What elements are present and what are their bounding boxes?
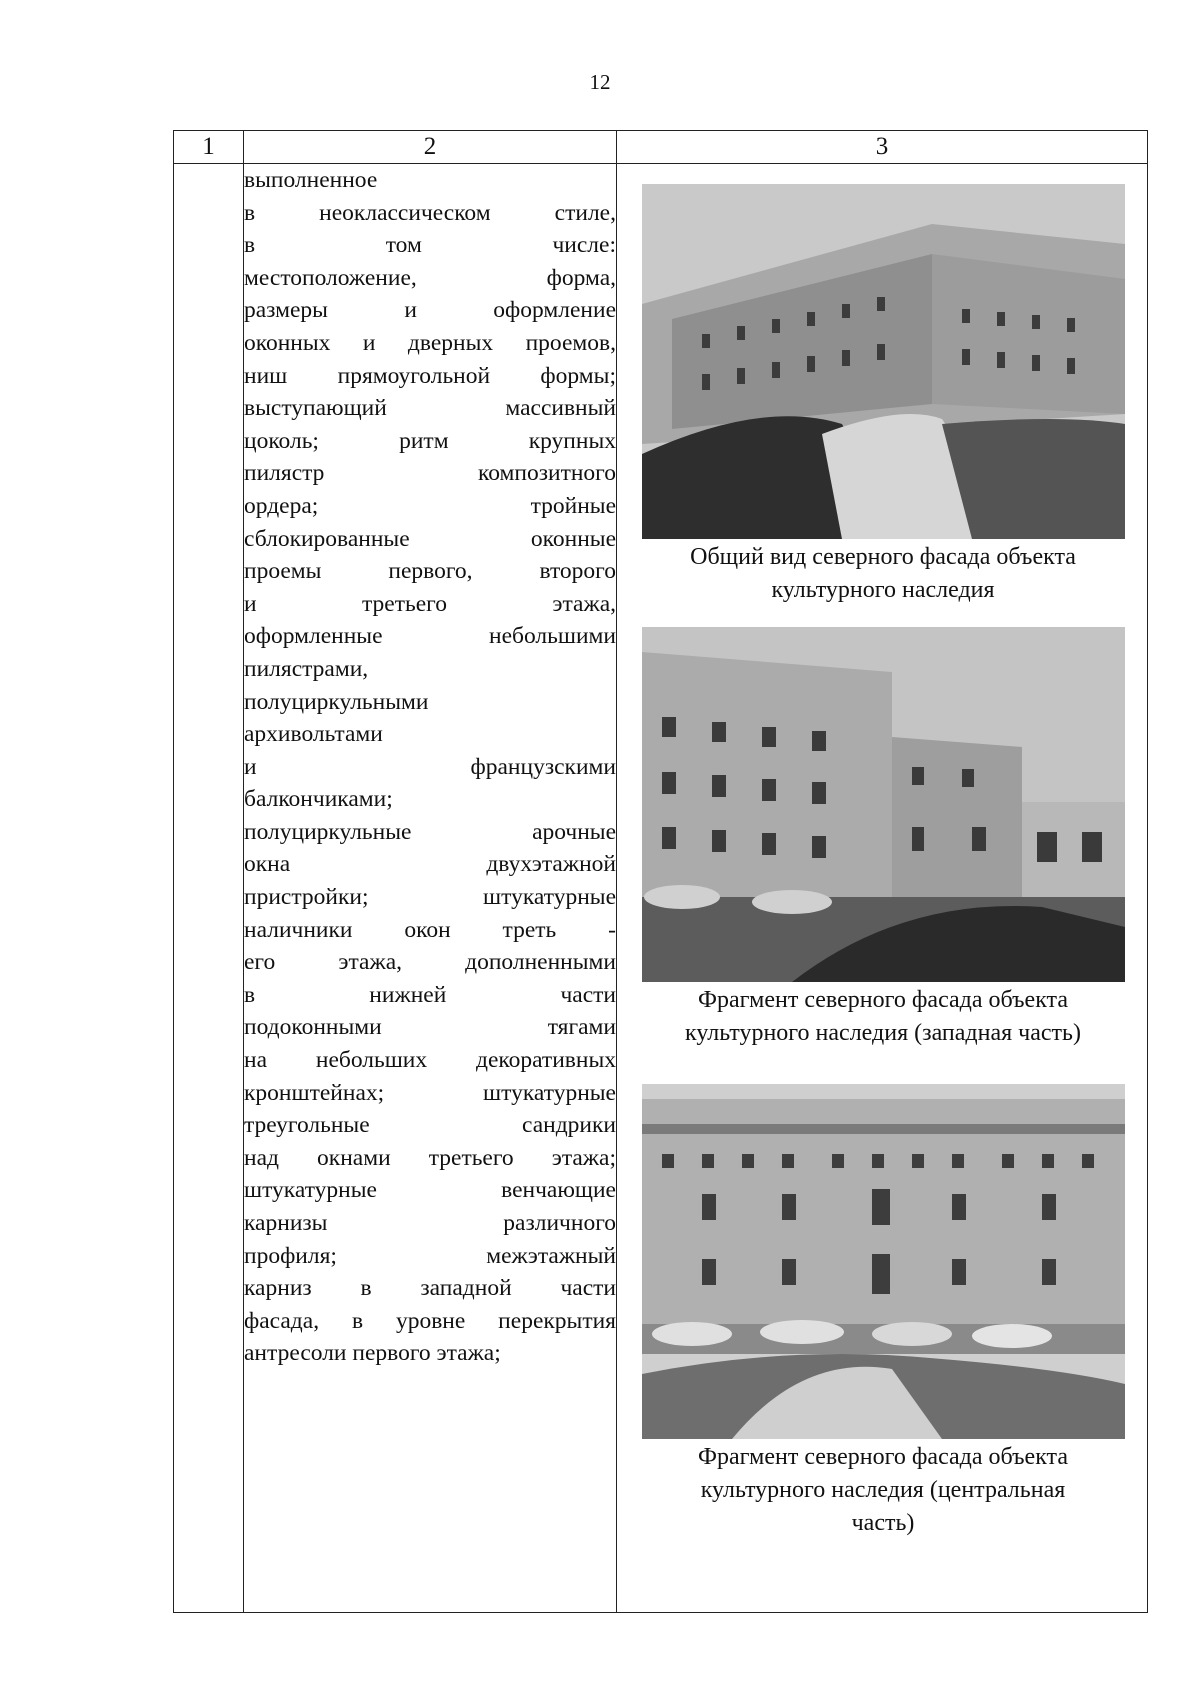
- figure-west-part: [617, 627, 1149, 1050]
- photo-north-facade-central: [642, 1084, 1125, 1439]
- description-line: пристройки; штукатурные: [244, 884, 616, 911]
- description-line: окна двухэтажной: [244, 851, 616, 878]
- figure-central-part: [617, 1084, 1149, 1540]
- description-line: его этажа, дополненными: [244, 949, 616, 976]
- description-line: в том числе:: [244, 232, 616, 259]
- description-line: оконных и дверных проемов,: [244, 329, 616, 356]
- description-line: цоколь; ритм крупных: [244, 427, 616, 454]
- description-line: местоположение, форма,: [244, 264, 616, 291]
- description-line: и третьего этажа,: [244, 590, 616, 617]
- description-line: полуциркульные арочные: [244, 818, 616, 845]
- description-line: пилястр композитного: [244, 460, 616, 487]
- description-line: на небольших декоративных: [244, 1047, 616, 1074]
- photo-north-facade-general: [642, 184, 1125, 539]
- description-line: наличники окон треть -: [244, 916, 616, 943]
- description-line: карниз в западной части: [244, 1275, 616, 1302]
- description-line: кронштейнах; штукатурные: [244, 1079, 616, 1106]
- description-line: пилястрами,: [244, 655, 369, 682]
- description-line: размеры и оформление: [244, 297, 616, 324]
- description-line: в нижней части: [244, 981, 616, 1008]
- number-cell: [174, 164, 244, 1613]
- heritage-table: [173, 130, 1148, 1613]
- description-line: выполненное: [244, 167, 378, 193]
- description-line: карнизы различного: [244, 1210, 616, 1236]
- header-col-3: 3: [617, 131, 1148, 164]
- description-line: ниш прямоугольной формы;: [244, 362, 616, 389]
- description-line: антресоли первого этажа;: [244, 1340, 501, 1367]
- table-row: [174, 164, 1148, 1613]
- description-line: выступающий массивный: [244, 395, 616, 422]
- table-header-row: [174, 131, 1148, 164]
- caption-general-view: Общий вид северного фасада объекта культурного наследия: [690, 544, 1076, 603]
- description-line: подоконными тягами: [244, 1014, 616, 1041]
- description-line: оформленные небольшими: [244, 623, 616, 650]
- description-line: треугольные сандрики: [244, 1112, 616, 1139]
- caption-west-part: Фрагмент северного фасада объекта культурного наследия (западная часть): [685, 987, 1081, 1046]
- description-line: сблокированные оконные: [244, 525, 616, 552]
- description-line: ордера; тройные: [244, 492, 616, 519]
- description-line: полуциркульными: [244, 688, 429, 715]
- photo-north-facade-west: [642, 627, 1125, 982]
- description-line: профиля; межэтажный: [244, 1242, 616, 1269]
- description-line: фасада, в уровне перекрытия: [244, 1307, 616, 1334]
- description-cell: [244, 164, 617, 1613]
- photos-cell: [617, 164, 1148, 1613]
- description-line: архивольтами: [244, 721, 383, 748]
- header-col-1: 1: [174, 131, 244, 164]
- description-line: балкончиками;: [244, 786, 393, 813]
- page-number: 12: [589, 70, 611, 94]
- caption-central-part: Фрагмент северного фасада объекта культурного наследия (центральная часть): [698, 1444, 1068, 1536]
- description-line: в неоклассическом стиле,: [244, 199, 616, 226]
- description-line: проемы первого, второго: [244, 558, 616, 585]
- description-line: над окнами третьего этажа;: [244, 1144, 616, 1171]
- description-line: штукатурные венчающие: [244, 1177, 616, 1204]
- figure-general-view: [617, 184, 1149, 607]
- description-line: и французскими: [244, 753, 616, 780]
- header-col-2: 2: [244, 131, 617, 164]
